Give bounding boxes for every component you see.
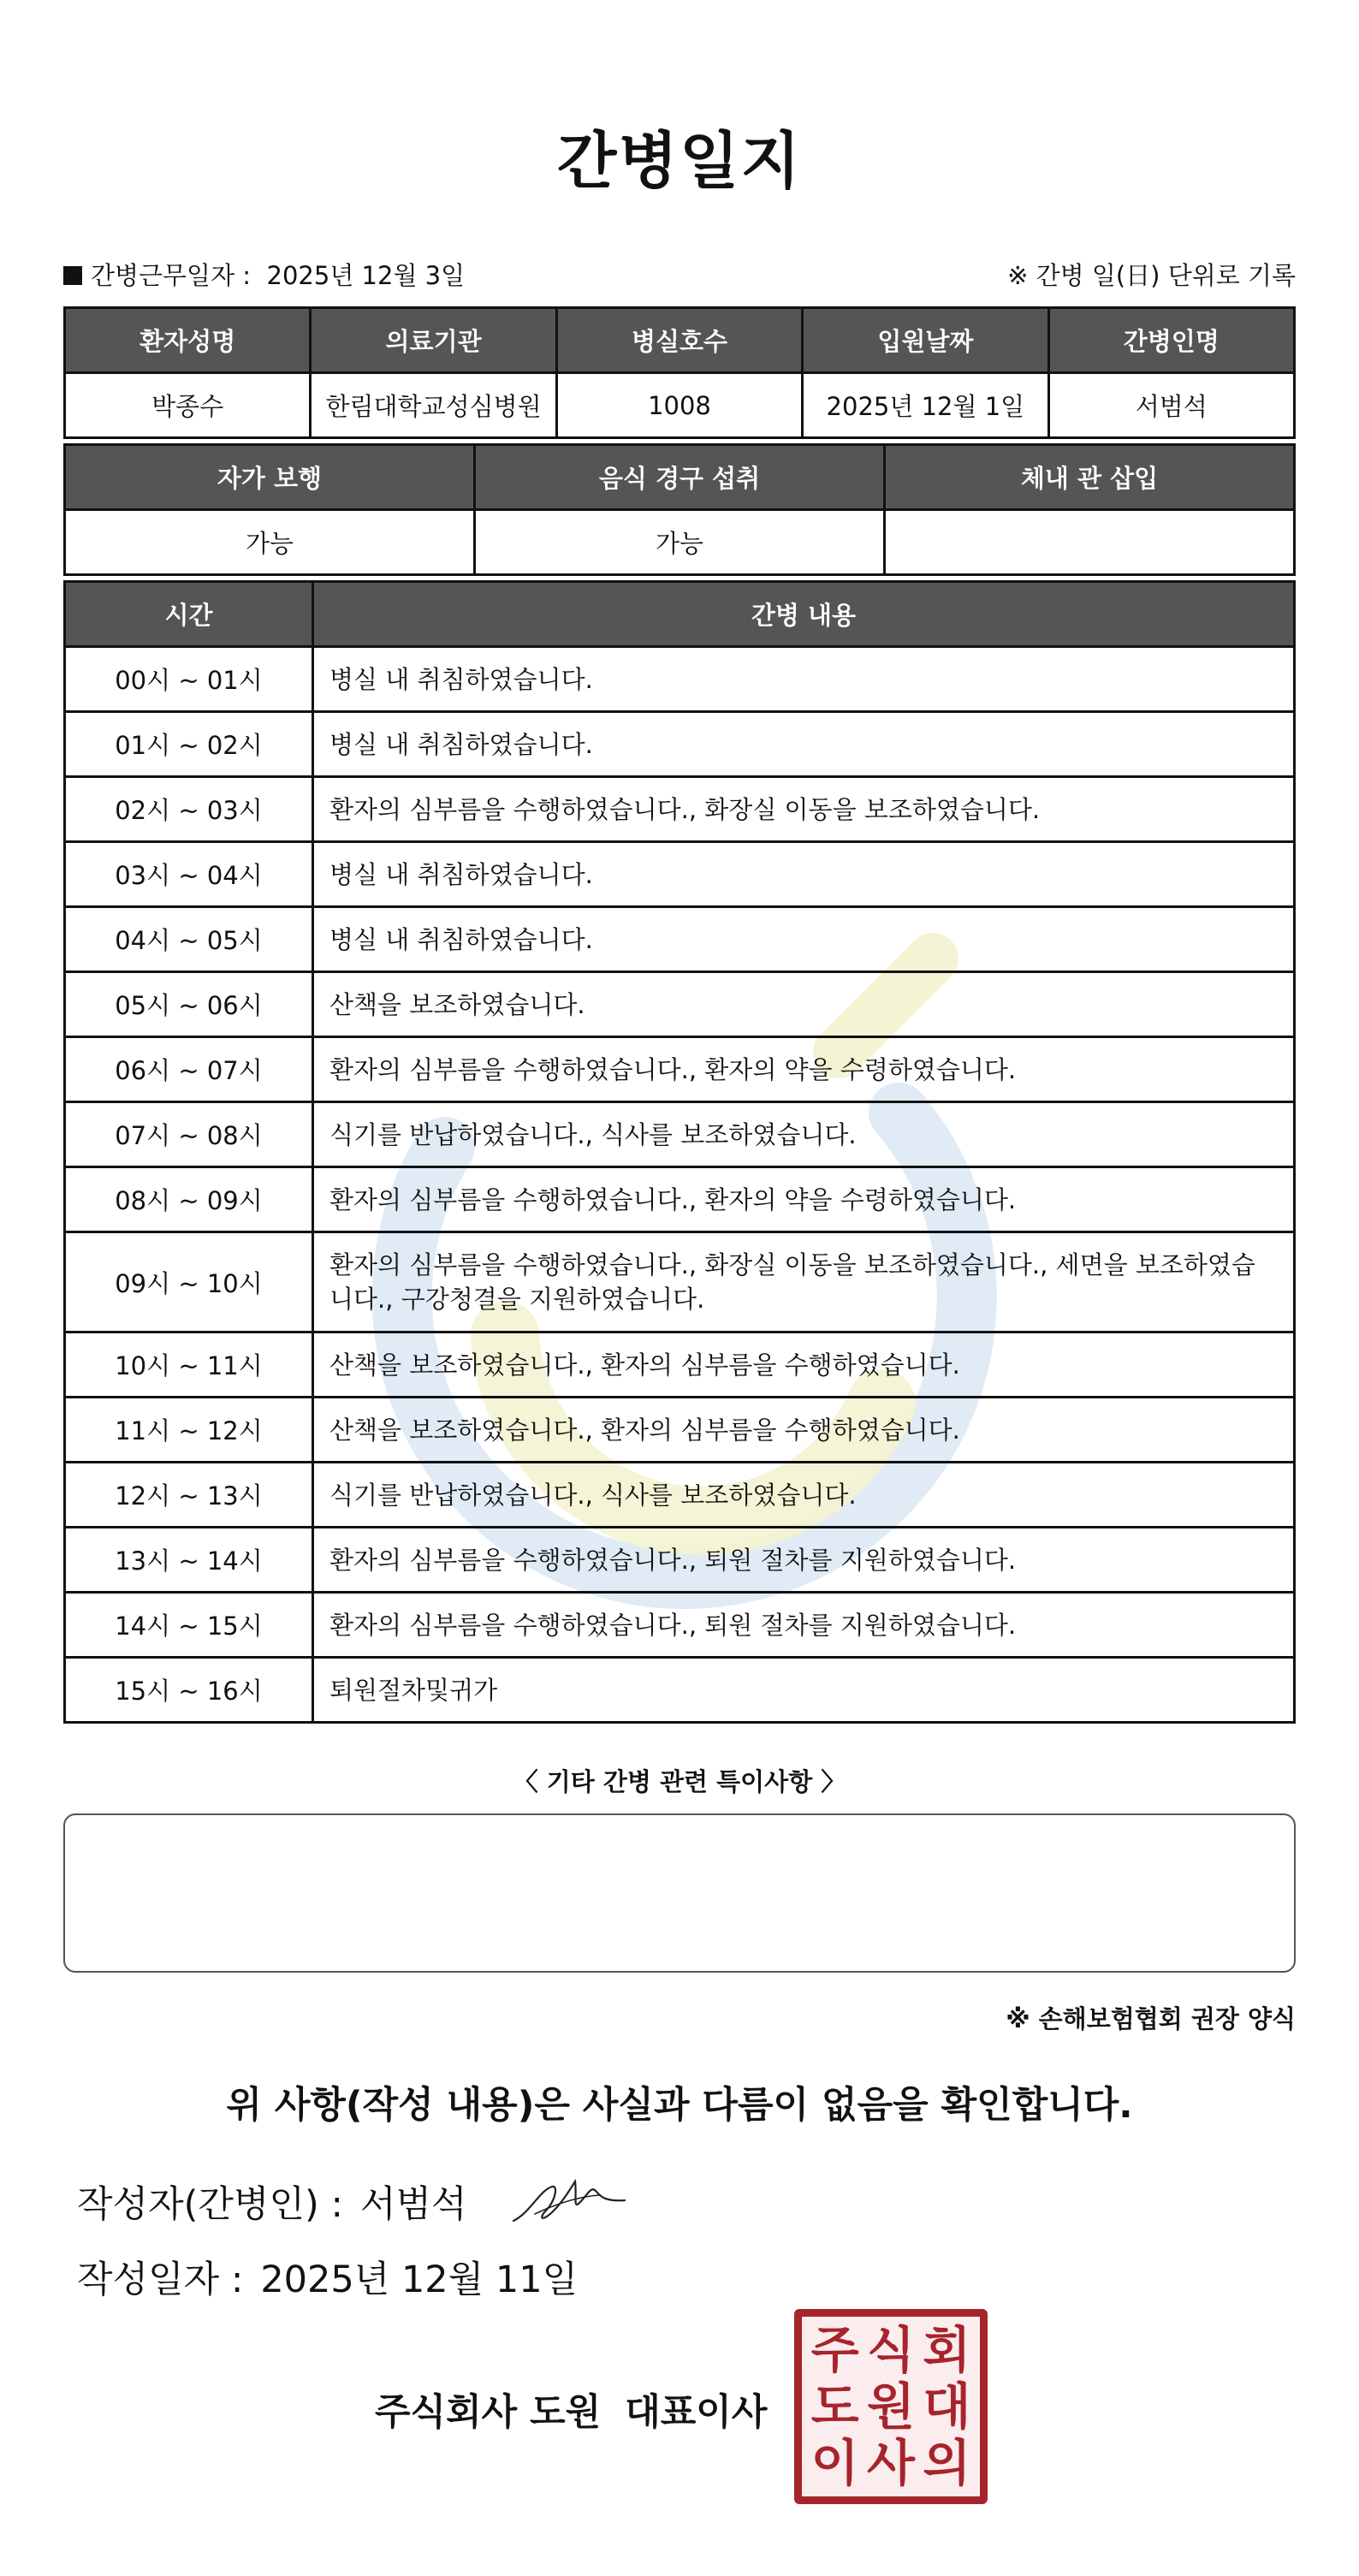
table-row [65,647,1295,712]
seal-character: 식 [866,2321,915,2379]
confirmation-statement: 위 사항(작성 내용)은 사실과 다름이 없음을 확인합니다. [226,2084,1133,2127]
table-row [65,842,1295,907]
log-content: 병실 내 취침하였습니다. [313,907,1295,972]
record-unit-note: ※ 간병 일(日) 단위로 기록 [1007,261,1296,290]
table-row [65,1167,1295,1232]
hospital-name: 한림대학교성심병원 [311,373,556,438]
log-time: 02시 ~ 03시 [65,777,313,842]
written-date-row [77,2251,578,2303]
log-content: 병실 내 취침하였습니다. [313,842,1295,907]
log-content: 식기를 반납하였습니다., 식사를 보조하였습니다. [313,1463,1295,1528]
table-row [65,1232,1295,1333]
log-time: 07시 ~ 08시 [65,1102,313,1167]
seal-character: 회 [923,2321,971,2379]
author-label: 작성자(간병인) : [77,2183,343,2226]
table-row [65,1658,1295,1723]
square-bullet-icon [63,266,82,285]
log-header-row [65,582,1295,647]
table-row [65,1398,1295,1463]
log-time: 05시 ~ 06시 [65,972,313,1037]
log-content: 식기를 반납하였습니다., 식사를 보조하였습니다. [313,1102,1295,1167]
log-content: 환자의 심부름을 수행하였습니다., 화장실 이동을 보조하였습니다. [313,777,1295,842]
log-time: 13시 ~ 14시 [65,1528,313,1593]
table-row [65,1463,1295,1528]
log-time: 12시 ~ 13시 [65,1463,313,1528]
author-row [77,2175,467,2228]
header-hospital: 의료기관 [311,308,556,373]
log-content: 환자의 심부름을 수행하였습니다., 환자의 약을 수령하였습니다. [313,1037,1295,1102]
log-content: 퇴원절차및귀가 [313,1658,1295,1723]
log-content: 환자의 심부름을 수행하였습니다., 퇴원 절차를 지원하였습니다. [313,1528,1295,1593]
company-signature-line [375,2383,767,2436]
log-content: 병실 내 취침하였습니다. [313,647,1295,712]
table-row [65,777,1295,842]
header-tube-insertion: 체내 관 삽입 [885,445,1295,510]
company-name: 주식회사 도원 [375,2391,602,2434]
log-time: 03시 ~ 04시 [65,842,313,907]
recommendation-note: ※ 손해보험협회 권장 양식 [1006,2004,1296,2033]
header-care-content: 간병 내용 [313,582,1295,647]
table-row [65,972,1295,1037]
table-row [65,712,1295,777]
seal-character: 주 [810,2321,859,2379]
log-time: 08시 ~ 09시 [65,1167,313,1232]
work-date-line [63,257,465,292]
oral-intake-value: 가능 [475,510,885,575]
log-content: 환자의 심부름을 수행하였습니다., 화장실 이동을 보조하였습니다., 세면을 보조하였습니다., 구강청결을 지원하였습니다. [313,1232,1295,1333]
written-date-label: 작성일자 : [77,2258,244,2301]
log-time: 04시 ~ 05시 [65,907,313,972]
info-value-row [65,373,1295,438]
seal-character: 의 [923,2434,971,2492]
log-time: 15시 ~ 16시 [65,1658,313,1723]
log-time: 11시 ~ 12시 [65,1398,313,1463]
log-content: 산책을 보조하였습니다., 환자의 심부름을 수행하였습니다. [313,1398,1295,1463]
patient-status-table [63,443,1296,576]
log-content: 산책을 보조하였습니다. [313,972,1295,1037]
log-content: 환자의 심부름을 수행하였습니다., 환자의 약을 수령하였습니다. [313,1167,1295,1232]
handwritten-signature [505,2161,633,2238]
work-date-label: 간병근무일자 : [91,261,252,290]
log-time: 09시 ~ 10시 [65,1232,313,1333]
header-oral-intake: 음식 경구 섭취 [475,445,885,510]
self-walking-value: 가능 [65,510,475,575]
room-number: 1008 [556,373,802,438]
log-body [65,647,1295,1723]
header-time: 시간 [65,582,313,647]
table-row [65,1102,1295,1167]
header-admission-date: 입원날짜 [803,308,1048,373]
document-title: 간병일지 [556,125,803,197]
info-header-row [65,308,1295,373]
table-row [65,907,1295,972]
company-role: 대표이사 [625,2391,768,2434]
company-seal-stamp [794,2309,988,2504]
patient-name: 박종수 [65,373,311,438]
seal-character: 도 [810,2377,859,2436]
log-time: 01시 ~ 02시 [65,712,313,777]
table-row [65,1593,1295,1658]
table-row [65,1037,1295,1102]
table-row [65,1333,1295,1398]
caregiver-name: 서범석 [1048,373,1294,438]
log-content: 환자의 심부름을 수행하였습니다., 퇴원 절차를 지원하였습니다. [313,1593,1295,1658]
status-value-row [65,510,1295,575]
seal-character: 원 [866,2377,915,2436]
patient-info-table [63,306,1296,439]
header-room-number: 병실호수 [556,308,802,373]
log-content: 산책을 보조하였습니다., 환자의 심부름을 수행하였습니다. [313,1333,1295,1398]
special-notes-box [63,1813,1296,1973]
header-patient-name: 환자성명 [65,308,311,373]
tube-insertion-value [885,510,1295,575]
header-self-walking: 자가 보행 [65,445,475,510]
log-time: 06시 ~ 07시 [65,1037,313,1102]
seal-character: 사 [866,2434,915,2492]
work-date-value: 2025년 12월 3일 [266,261,466,290]
log-content: 병실 내 취침하였습니다. [313,712,1295,777]
status-header-row [65,445,1295,510]
log-time: 14시 ~ 15시 [65,1593,313,1658]
admission-date: 2025년 12월 1일 [803,373,1048,438]
care-log-table [63,580,1296,1724]
written-date-value: 2025년 12월 11일 [260,2258,579,2301]
seal-character: 대 [923,2377,971,2436]
author-name: 서범석 [359,2183,467,2226]
header-caregiver-name: 간병인명 [1048,308,1294,373]
seal-character: 이 [810,2434,859,2492]
table-row [65,1528,1295,1593]
log-time: 00시 ~ 01시 [65,647,313,712]
log-time: 10시 ~ 11시 [65,1333,313,1398]
notes-title: 〈 기타 간병 관련 특이사항 〉 [513,1767,846,1796]
